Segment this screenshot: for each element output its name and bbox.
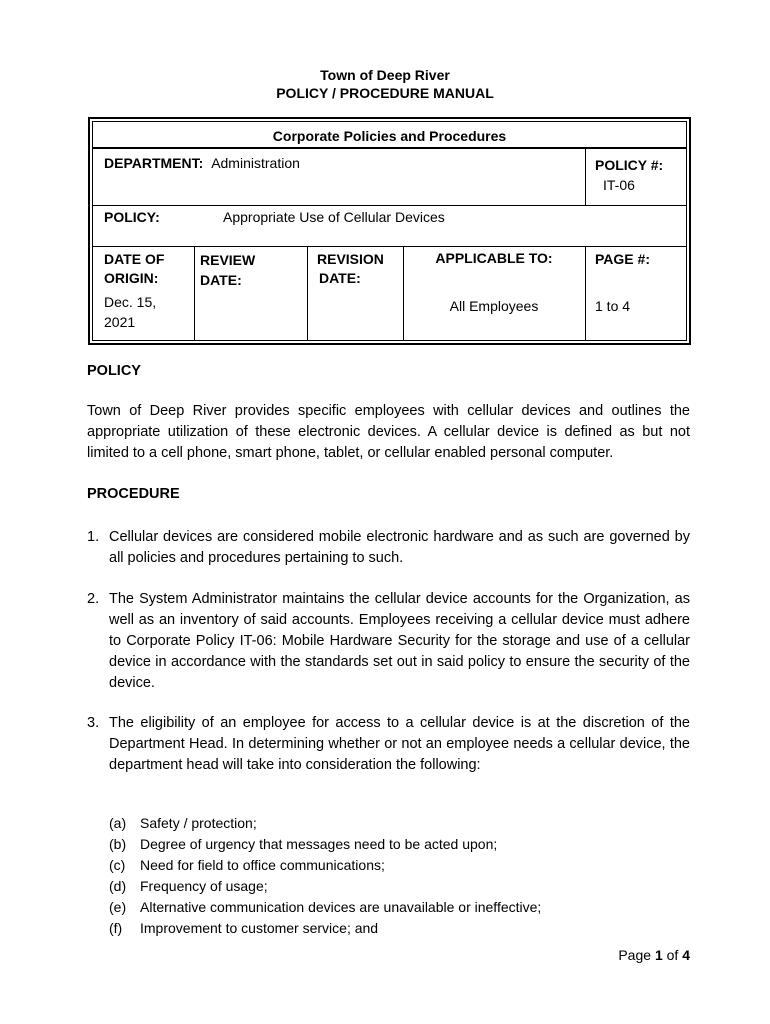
divider	[585, 246, 586, 340]
review-date-label-line1: REVIEW	[200, 252, 256, 268]
department-label: DEPARTMENT:	[104, 155, 204, 171]
manual-title: POLICY / PROCEDURE MANUAL	[276, 85, 494, 101]
applicable-to-label: APPLICABLE TO:	[435, 250, 553, 266]
divider	[92, 205, 687, 206]
revision-date-label	[317, 250, 384, 288]
current-page: 1	[654, 947, 663, 963]
department-row	[104, 154, 300, 173]
sub-item: Safety / protection;	[140, 815, 257, 831]
document-title: Town of Deep River	[320, 67, 450, 83]
sub-item-letter: (e)	[109, 899, 127, 915]
policy-paragraph: Town of Deep River provides specific employees with cellular devices and outlines the appropriate utilization of these electronic devices. A cellular device is defined as but not limited to a cell phone, smart phone, tablet, or cellular enabled personal computer.	[87, 403, 690, 461]
of-word: of	[662, 947, 683, 963]
review-date-label-line2: DATE:	[200, 272, 242, 288]
list-item-number: 3.	[87, 715, 100, 731]
table-title: Corporate Policies and Procedures	[272, 128, 507, 144]
date-origin-value	[104, 292, 156, 332]
sub-item: Degree of urgency that messages need to be acted upon;	[140, 836, 498, 852]
policy-number-value: IT-06	[603, 177, 635, 193]
list-item: The eligibility of an employee for access to a cellular device is at the discretion of the Department Head. In determining whether or not an employee needs a cellular device, the department head will take into consideration the following:	[109, 715, 690, 773]
policy-label: POLICY:	[104, 209, 160, 225]
sub-item: Frequency of usage;	[140, 878, 268, 894]
review-date-label	[200, 250, 255, 290]
sub-item-letter: (b)	[109, 836, 127, 852]
total-pages: 4	[682, 947, 690, 963]
date-origin-value-line1: Dec. 15,	[104, 294, 157, 310]
sub-item: Alternative communication devices are unavailable or ineffective;	[140, 899, 542, 915]
date-origin-label-line1: DATE OF	[104, 251, 165, 267]
divider	[92, 147, 687, 149]
revision-date-label-line1: REVISION	[317, 251, 384, 267]
procedure-heading: PROCEDURE	[87, 486, 180, 502]
page-word: Page	[618, 947, 655, 963]
date-origin-value-line2: 2021	[104, 314, 136, 330]
department-value: Administration	[211, 155, 300, 171]
sub-item-letter: (f)	[109, 920, 123, 936]
list-item: Cellular devices are considered mobile electronic hardware and as such are governed by all policies and procedures pertaining to such.	[109, 529, 690, 566]
date-origin-label	[104, 250, 164, 288]
list-item-number: 1.	[87, 529, 100, 545]
revision-date-label-line2: DATE:	[319, 270, 361, 286]
divider	[307, 246, 308, 340]
divider	[585, 148, 586, 206]
applicable-to-value: All Employees	[449, 298, 539, 314]
date-origin-label-line2: ORIGIN:	[104, 270, 159, 286]
policy-number-label: POLICY #:	[595, 157, 664, 173]
list-item-number: 2.	[87, 591, 100, 607]
policy-heading: POLICY	[87, 363, 141, 379]
divider	[194, 246, 195, 340]
page-footer	[618, 945, 690, 965]
sub-item-letter: (c)	[109, 857, 126, 873]
divider	[92, 246, 687, 247]
page-number-value: 1 to 4	[595, 298, 631, 314]
sub-item: Improvement to customer service; and	[140, 920, 379, 936]
list-item: The System Administrator maintains the cellular device accounts for the Organization, as well as an inventory of said accounts. Employees receiving a cellular device must adhere to Corporate Policy IT-06: Mobile Hardware Security for the storage and use of a cellular device in accordance with the standards set out in said policy to ensure the security of the device.	[109, 591, 690, 691]
sub-item-letter: (a)	[109, 815, 127, 831]
sub-item-letter: (d)	[109, 878, 127, 894]
policy-value: Appropriate Use of Cellular Devices	[223, 209, 445, 225]
sub-item: Need for field to office communications;	[140, 857, 385, 873]
page-number-label: PAGE #:	[595, 251, 650, 267]
